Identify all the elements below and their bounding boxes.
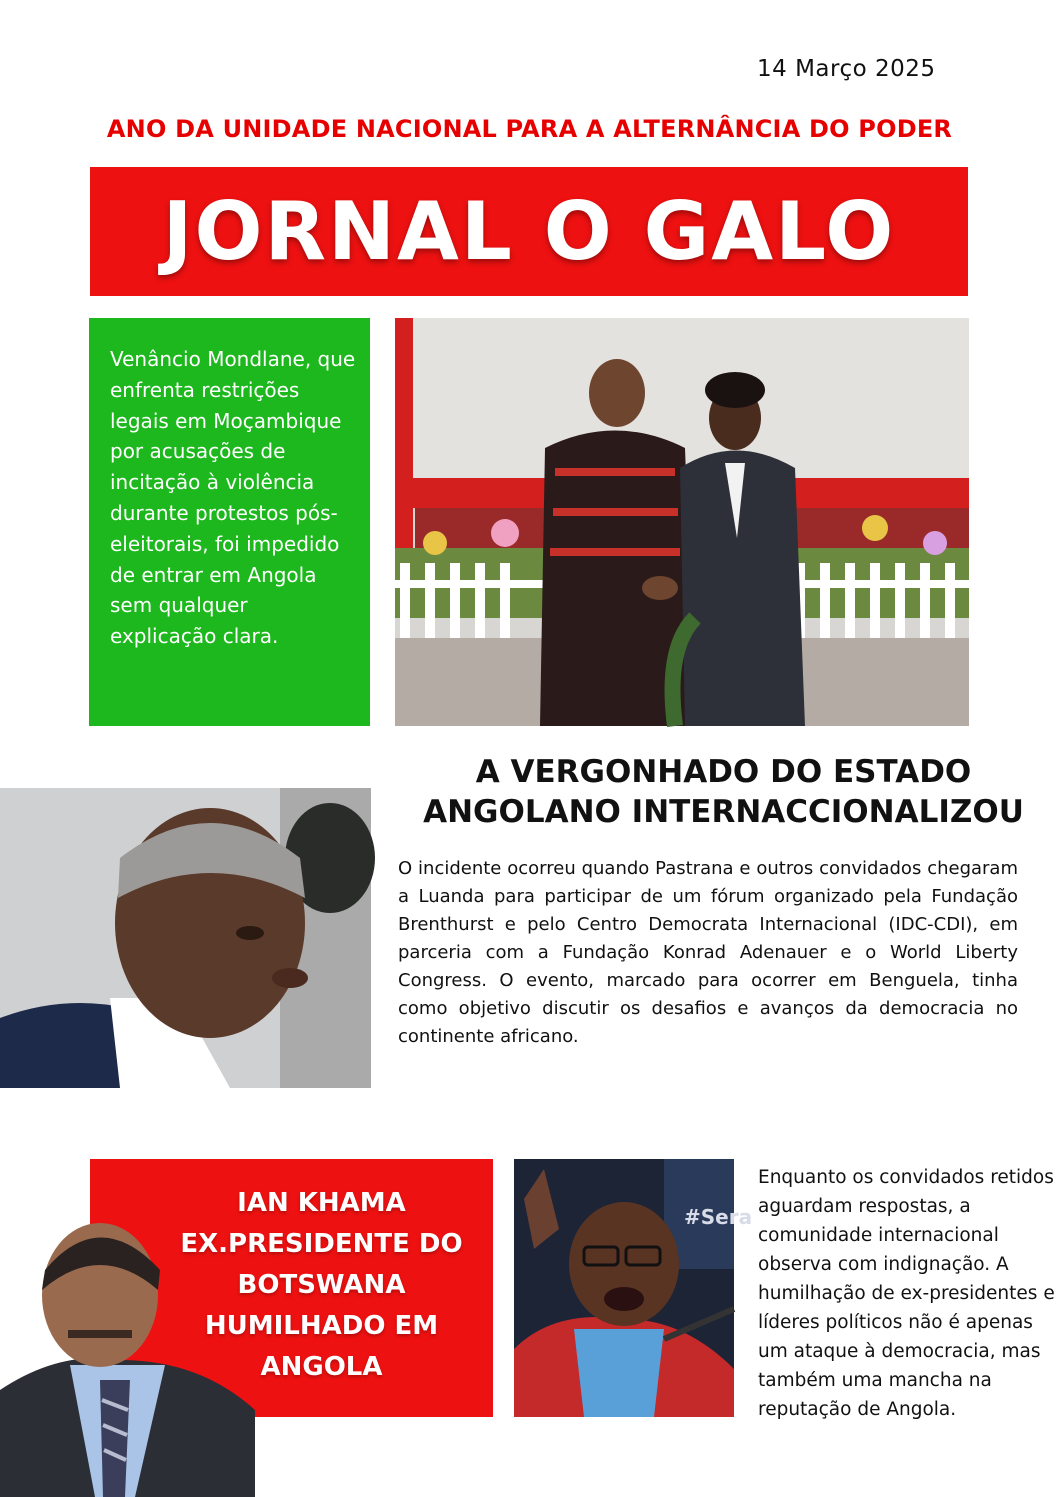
side-article-text: Enquanto os convidados retidos aguardam respostas, a comunidade internacional observa com indignação. A humilhação de ex-presidentes e líderes políticos não é apenas um ataque à democracia, mas também uma mancha na reputação de Angola. (758, 1167, 1055, 1420)
khama-line-1: IAN KHAMA (237, 1188, 406, 1218)
slogan: ANO DA UNIDADE NACIONAL PARA A ALTERNÂNCIA DO PODER (106, 115, 953, 143)
khama-line-3: BOTSWANA (237, 1270, 406, 1300)
headline (392, 752, 1055, 832)
masthead (90, 167, 968, 296)
khama-line-2: EX.PRESIDENTE DO (180, 1229, 463, 1259)
portrait-photo-lourenco (0, 788, 371, 1088)
masthead-title: JORNAL O GALO (162, 185, 896, 278)
banner-text: #Sera (684, 1205, 753, 1229)
intro-text: Venâncio Mondlane, que enfrenta restrições legais em Moçambique por acusações de incitação à violência durante protestos pós-eleitorais, foi impedido de entrar em Angola sem qualquer explicação clara. (110, 347, 356, 649)
intro-box (89, 318, 370, 726)
portrait-photo-speaker (514, 1159, 753, 1417)
handshake-photo (395, 318, 969, 726)
headline-line-1: A VERGONHADO DO ESTADO (475, 754, 972, 790)
portrait-photo-khama (0, 1210, 255, 1497)
khama-line-5: ANGOLA (260, 1352, 383, 1382)
khama-line-4: HUMILHADO EM (204, 1311, 439, 1341)
headline-line-2: ANGOLANO INTERNACCIONALIZOU (423, 794, 1024, 830)
issue-date: 14 Março 2025 (757, 56, 936, 82)
main-article-body: O incidente ocorreu quando Pastrana e outros convidados chegaram a Luanda para participar de um fórum organizado pela Fundação Brenthurst e pelo Centro Democrata Internacional (IDC-CDI), em parceria com a Fundação Konrad Adenauer e o World Liberty Congress. O evento, marcado para ocorrer em Benguela, tinha como objetivo discutir os desafios e avanços da democracia no continente africano. (398, 858, 1018, 1047)
